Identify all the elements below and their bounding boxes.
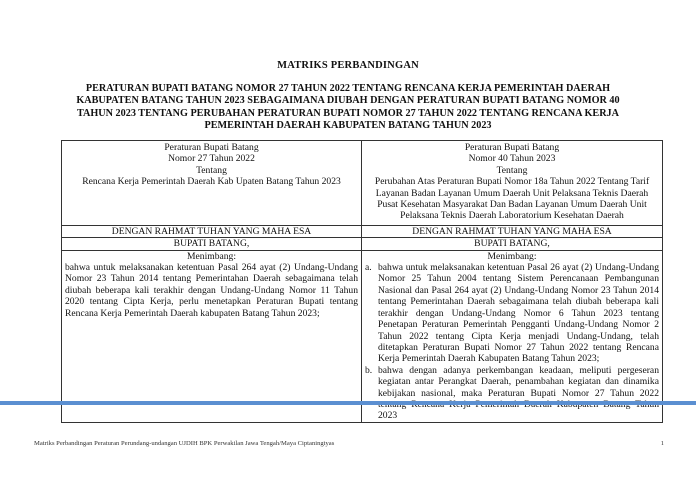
right-menimbang-label: Menimbang: [487, 250, 537, 262]
left-regulation-number: Nomor 27 Tahun 2022 [168, 153, 255, 165]
left-header-cell [62, 141, 362, 226]
document-title: MATRIKS PERBANDINGAN [277, 60, 419, 71]
comparison-table-viewport [0, 140, 696, 422]
left-menimbang-label: Menimbang: [186, 250, 237, 262]
comparison-table [61, 140, 663, 423]
page-number: 1 [660, 440, 664, 447]
left-bupati: BUPATI BATANG, [62, 238, 362, 250]
right-regulation-number: Nomor 40 Tahun 2023 [468, 153, 556, 165]
left-regulation-topic: Rencana Kerja Pemerintah Daerah Kab Upaten Batang Tahun 2023 [82, 176, 341, 188]
right-tentang: Tentang [496, 164, 528, 176]
list-item [365, 365, 659, 422]
table-row [62, 141, 663, 226]
footer-divider [0, 401, 696, 405]
list-item [365, 262, 659, 365]
left-regulation-name: Peraturan Bupati Batang [164, 142, 259, 153]
list-marker: b. [365, 364, 373, 376]
list-item-text: bahwa untuk melaksanakan ketentuan Pasal 26 ayat (2) Undang-Undang Nomor 25 Tahun 2004 tentang Sistem Perencanaan Pembangunan Nasional dan Pasal 264 ayat (2) Undang-Undang Nomor 23 Tahun 2014 tentang Pemerintahan Daerah sebagaimana telah diubah beberapa kali terakhir dengan Undang-Undang Nomor 6 Tahun 2023 tentang Penetapan Peraturan Pemerintah Pengganti Undang-Undang Nomor 2 Tahun 2022 tentang Cipta Kerja menjadi Undang-Undang, telah ditetapkan Peraturan Bupati Nomor 27 Tahun 2022 tentang Rencana Kerja Pemerintah Daerah Kabupaten Batang Tahun 2023; [378, 262, 659, 365]
right-regulation-topic: Perubahan Atas Peraturan Bupati Nomor 18a Tahun 2022 Tentang Tarif Layanan Badan Layanan Umum Daerah Unit Pelaksana Teknis Daerah Pusat Kesehatan Masyarakat Dan Badan Layanan Umum Daerah Unit Pelaksana Teknis Daerah Laboratorium Kesehatan Daerah [374, 176, 650, 222]
left-menimbang-cell [62, 250, 362, 422]
table-row [62, 238, 663, 250]
right-menimbang-cell [362, 250, 663, 422]
table-row [62, 250, 663, 422]
right-regulation-name: Peraturan Bupati Batang [464, 142, 560, 153]
right-header-cell [362, 141, 663, 226]
footer-text: Matriks Perbandingan Peraturan Perundang-undangan UJDIH BPK Perwakilan Jawa Tengah/Maya Ciptaningtyas [34, 440, 335, 447]
right-menimbang-list [365, 262, 659, 422]
right-rahmat: DENGAN RAHMAT TUHAN YANG MAHA ESA [362, 225, 663, 237]
list-item-text: bahwa dengan adanya perkembangan keadaan, meliputi pergeseran kegiatan antar Perangkat Daerah, penambahan kegiatan dan dinamika kebijakan nasional, maka Peraturan Bupati Nomor 27 Tahun 2022 2023 [378, 364, 659, 422]
document-subtitle: PERATURAN BUPATI BATANG NOMOR 27 TAHUN 2022 TENTANG RENCANA KERJA PEMERINTAH DAERAH KABUPATEN BATANG TAHUN 2023 SEBAGAIMANA DIUBAH DENGAN PERATURAN BUPATI BATANG NOMOR 40 TAHUN 2023 TENTANG PERUBAHAN PERATURAN BUPATI NOMOR 27 TAHUN 2022 TENTANG RENCANA KERJA PEMERINTAH DAERAH KABUPATEN BATANG TAHUN 2023 [76, 83, 620, 132]
left-rahmat: DENGAN RAHMAT TUHAN YANG MAHA ESA [62, 225, 362, 237]
right-bupati: BUPATI BATANG, [362, 238, 663, 250]
list-marker: a. [365, 262, 372, 274]
table-row [62, 225, 663, 237]
left-tentang: Tentang [196, 164, 227, 176]
left-menimbang-text: bahwa untuk melaksanakan ketentuan Pasal 264 ayat (2) Undang-Undang Nomor 23 Tahun 2014 tentang Pemerintahan Daerah sebagaimana telah diubah beberapa kali terakhir dengan Undang-Undang Nomor 11 Tahun 2020 tentang Cipta Kerja, perlu menetapkan Peraturan Bupati tentang Rencana Kerja Pemerintah Daerah kabupaten Batang Tahun 2023; [65, 262, 358, 319]
